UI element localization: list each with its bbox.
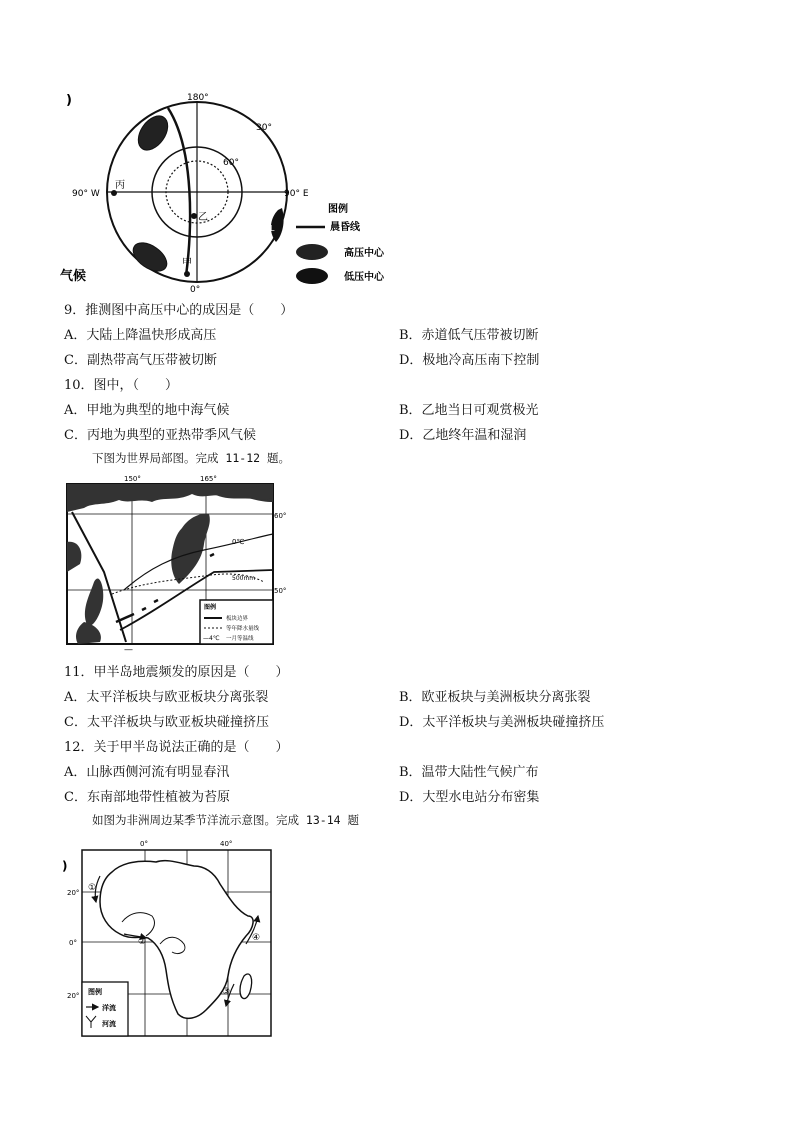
legend-item-isotherm: 一月等温线 — [226, 636, 254, 642]
q11-option-d: D．太平洋板块与美洲板块碰撞挤压 — [399, 715, 605, 730]
legend-item-terminator: 晨昏线 — [330, 222, 360, 233]
lat-60-label: 60° — [223, 158, 239, 168]
lon-0-label: 0° — [190, 285, 201, 295]
lat-20n-label: 20° — [67, 889, 80, 897]
question-11-stem: 11．甲半岛地震频发的原因是（ ） — [64, 665, 289, 680]
legend-low-sample — [296, 268, 328, 284]
yi-point — [191, 213, 197, 219]
q9-option-b: B．赤道低气压带被切断 — [399, 328, 539, 343]
legend-item-precip: 等年降水量线 — [226, 626, 260, 632]
lat-50-label: 50° — [274, 587, 286, 595]
isotherm-label: 0℃ — [232, 538, 245, 546]
legend-item-boundary: 板块边界 — [226, 616, 249, 622]
polar-climate-map — [60, 90, 400, 295]
q10-option-c: C．丙地为典型的亚热带季风气候 — [64, 428, 256, 443]
lon-40-label: 40° — [220, 840, 233, 848]
legend-high-sample — [296, 244, 328, 260]
legend-item-current: 洋流 — [102, 1004, 116, 1012]
west-label: 90° W — [72, 189, 100, 199]
q10-option-b: B．乙地当日可观赏极光 — [399, 403, 539, 418]
question-9-stem: 9．推测图中高压中心的成因是（ ） — [64, 303, 294, 318]
legend-item-high: 高压中心 — [344, 248, 384, 259]
corner-mark: ) — [66, 93, 72, 108]
q11-option-b: B．欧亚板块与美洲板块分离张裂 — [399, 690, 591, 705]
legend-item-river: 河流 — [102, 1020, 116, 1028]
intro-11-12: 下图为世界局部图。完成 11-12 题。 — [92, 451, 290, 465]
current-3-mark: ③ — [222, 987, 231, 997]
lon-150-label: 150° — [124, 475, 141, 483]
legend-item-low: 低压中心 — [344, 272, 384, 283]
lat-0-label: 0° — [69, 939, 77, 947]
q9-option-c: C．副热带高气压带被切断 — [64, 353, 217, 368]
corner-mark: ) — [62, 859, 68, 873]
intro-13-14: 如图为非洲周边某季节洋流示意图。完成 13-14 题 — [92, 813, 359, 827]
lon-180-label: 180° — [187, 93, 209, 103]
bottom-mark: — — [124, 645, 133, 652]
high-pressure-top — [132, 111, 173, 156]
yi-label: 乙 — [198, 212, 208, 223]
legend-isotherm-sample: —4℃ — [203, 635, 220, 642]
q10-option-d: D．乙地终年温和湿润 — [399, 428, 527, 443]
legend — [296, 202, 385, 284]
legend — [82, 982, 128, 1036]
q10-option-a: A．甲地为典型的地中海气候 — [64, 403, 230, 418]
q11-option-a: A．太平洋板块与欧亚板块分离张裂 — [64, 690, 269, 705]
lon-0-label: 0° — [140, 840, 148, 848]
current-2-mark: ② — [138, 937, 147, 947]
lat-30-label: 30° — [256, 123, 272, 133]
q9-option-d: D．极地冷高压南下控制 — [399, 353, 540, 368]
question-10-stem: 10．图中，（ ） — [64, 378, 179, 393]
lat-60-label: 60° — [274, 512, 286, 520]
world-partial-map — [64, 472, 286, 652]
lat-20s-label: 20° — [67, 992, 80, 1000]
legend — [200, 600, 273, 644]
bing-label: 丙 — [115, 180, 125, 191]
east-label: 90° E — [284, 189, 309, 199]
q12-option-a: A．山脉西侧河流有明显春汛 — [64, 765, 230, 780]
question-12-stem: 12．关于甲半岛说法正确的是（ ） — [64, 740, 289, 755]
legend-title: 图例 — [204, 604, 217, 611]
current-1-mark: ① — [88, 883, 97, 893]
low-mark: L — [270, 224, 275, 233]
q11-option-c: C．太平洋板块与欧亚板块碰撞挤压 — [64, 715, 269, 730]
q9-option-a: A．大陆上降温快形成高压 — [64, 328, 217, 343]
high-pressure-bottom — [128, 237, 172, 277]
current-4-mark: ④ — [252, 933, 261, 943]
precip-label: 500mm — [232, 575, 256, 582]
q12-option-b: B．温带大陆性气候广布 — [399, 765, 539, 780]
q12-option-d: D．大型水电站分布密集 — [399, 790, 540, 805]
side-label: 气候 — [60, 269, 87, 284]
jia-point — [184, 271, 190, 277]
legend-title: 图例 — [328, 204, 348, 215]
africa-currents-map — [60, 836, 280, 1042]
jia-label: 甲 — [182, 258, 192, 269]
q12-option-c: C．东南部地带性植被为苔原 — [64, 790, 230, 805]
legend-title: 图例 — [88, 988, 102, 996]
lon-165-label: 165° — [200, 475, 217, 483]
